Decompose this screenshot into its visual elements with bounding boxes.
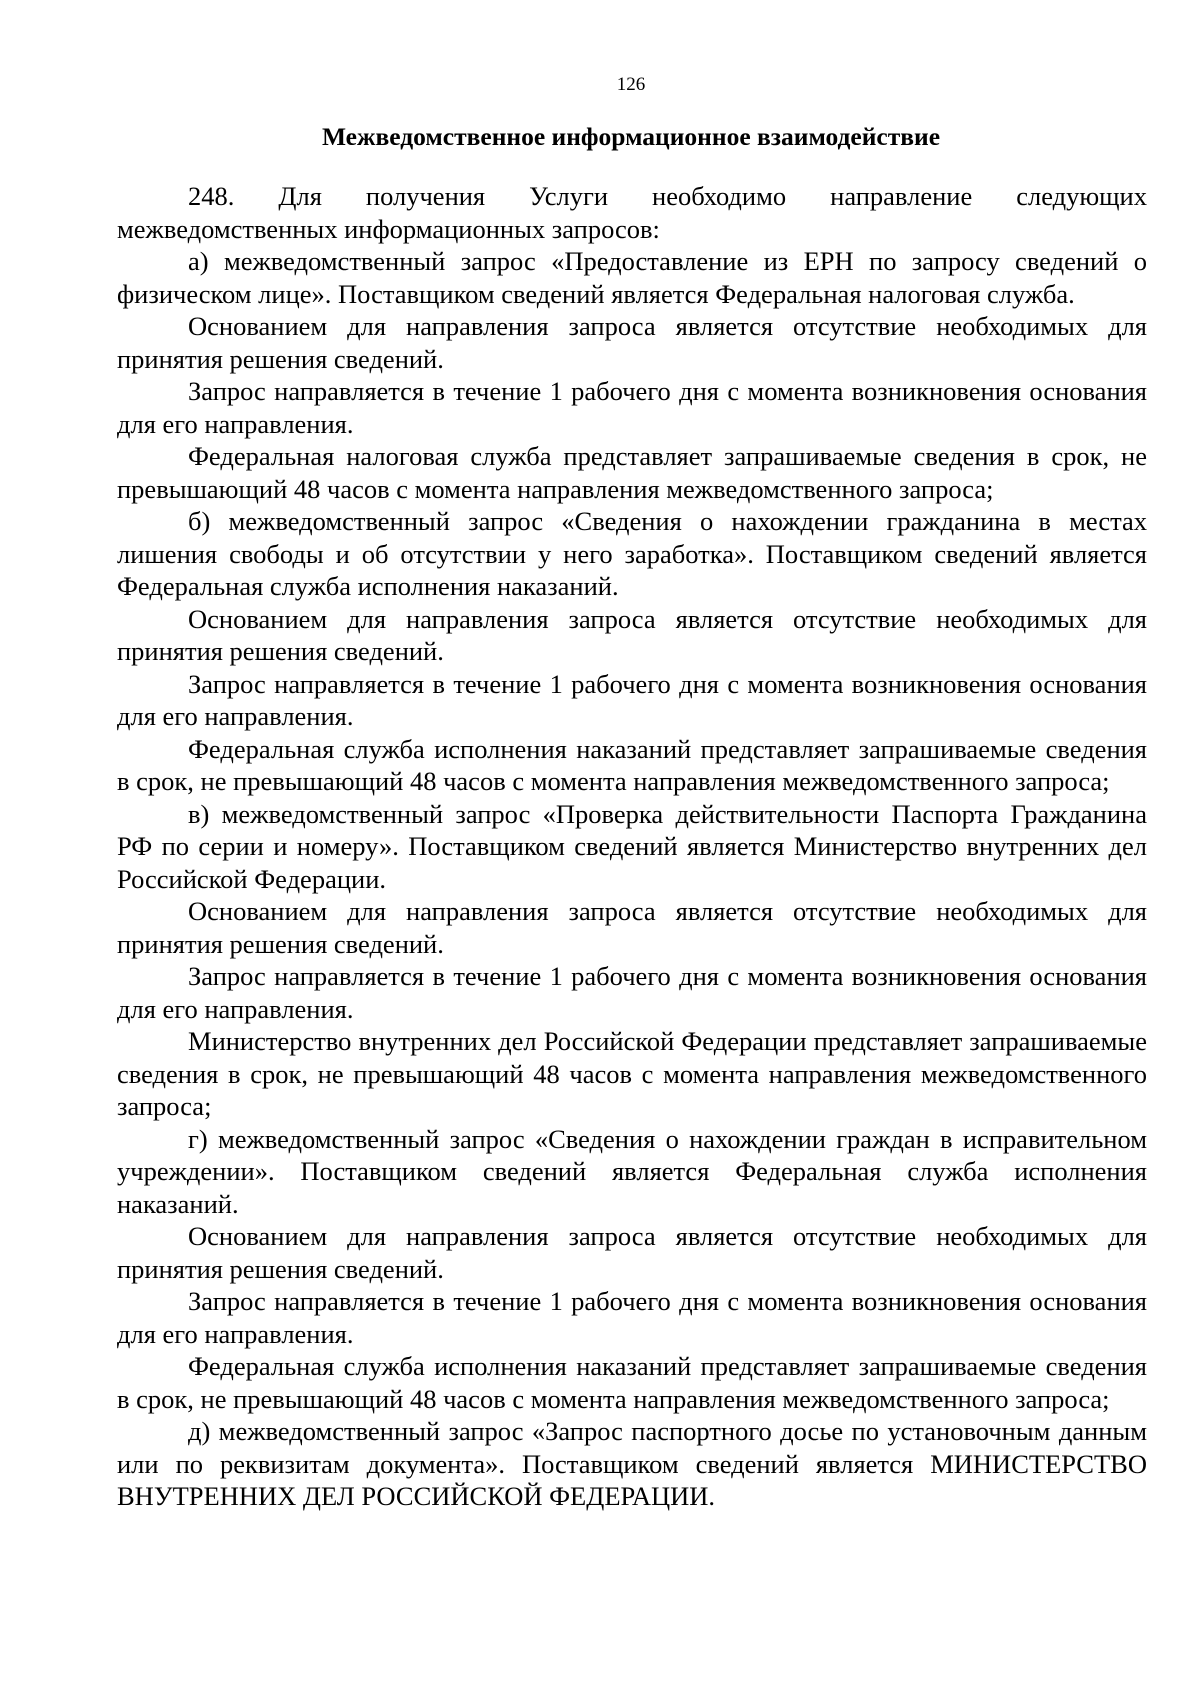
- paragraph-g-response: Федеральная служба исполнения наказаний представляет запрашиваемые сведения в срок, не превышающий 48 часов с момента направления межведомственного запроса;: [117, 1351, 1147, 1414]
- paragraph-g-timing: Запрос направляется в течение 1 рабочего дня с момента возникновения основания для его направления.: [117, 1286, 1147, 1349]
- paragraph-v-response: Министерство внутренних дел Российской Федерации представляет запрашиваемые сведения в срок, не превышающий 48 часов с момента направления межведомственного запроса;: [117, 1026, 1147, 1121]
- paragraph-item-d: д) межведомственный запрос «Запрос паспортного досье по установочным данным или по реквизитам документа». Поставщиком сведений является МИНИСТЕРСТВО ВНУТРЕННИХ ДЕЛ РОССИЙСКОЙ ФЕДЕРАЦИИ.: [117, 1416, 1147, 1511]
- section-heading: Межведомственное информационное взаимодействие: [321, 122, 941, 151]
- paragraph-b-basis: Основанием для направления запроса является отсутствие необходимых для принятия решения сведений.: [117, 603, 1147, 666]
- paragraph-item-g: г) межведомственный запрос «Сведения о нахождении граждан в исправительном учреждении». Поставщиком сведений является Федеральная служба исполнения наказаний.: [117, 1123, 1147, 1219]
- paragraph-item-v: в) межведомственный запрос «Проверка действительности Паспорта Гражданина РФ по серии и номеру». Поставщиком сведений является Министерство внутренних дел Российской Федерации.: [117, 798, 1147, 894]
- paragraph-v-basis: Основанием для направления запроса является отсутствие необходимых для принятия решения сведений.: [117, 896, 1147, 959]
- page-number: 126: [616, 74, 646, 95]
- paragraph-a-response: Федеральная налоговая служба представляет запрашиваемые сведения в срок, не превышающий 48 часов с момента направления межведомственного запроса;: [117, 441, 1147, 504]
- document-body: [117, 180, 1147, 1513]
- paragraph-item-a: а) межведомственный запрос «Предоставление из ЕРН по запросу сведений о физическом лице». Поставщиком сведений является Федеральная налоговая служба.: [117, 246, 1147, 309]
- paragraph-248-intro: 248. Для получения Услуги необходимо направление следующих межведомственных информационных запросов:: [117, 181, 1147, 244]
- paragraph-a-basis: Основанием для направления запроса является отсутствие необходимых для принятия решения сведений.: [117, 311, 1147, 374]
- paragraph-a-timing: Запрос направляется в течение 1 рабочего дня с момента возникновения основания для его направления.: [117, 376, 1147, 439]
- paragraph-item-b: б) межведомственный запрос «Сведения о нахождении гражданина в местах лишения свободы и об отсутствии у него заработка». Поставщиком сведений является Федеральная служба исполнения наказаний.: [117, 506, 1147, 601]
- paragraph-g-basis: Основанием для направления запроса является отсутствие необходимых для принятия решения сведений.: [117, 1221, 1147, 1284]
- paragraph-b-response: Федеральная служба исполнения наказаний представляет запрашиваемые сведения в срок, не превышающий 48 часов с момента направления межведомственного запроса;: [117, 733, 1147, 796]
- paragraph-v-timing: Запрос направляется в течение 1 рабочего дня с момента возникновения основания для его направления.: [117, 961, 1147, 1024]
- paragraph-b-timing: Запрос направляется в течение 1 рабочего дня с момента возникновения основания для его направления.: [117, 668, 1147, 731]
